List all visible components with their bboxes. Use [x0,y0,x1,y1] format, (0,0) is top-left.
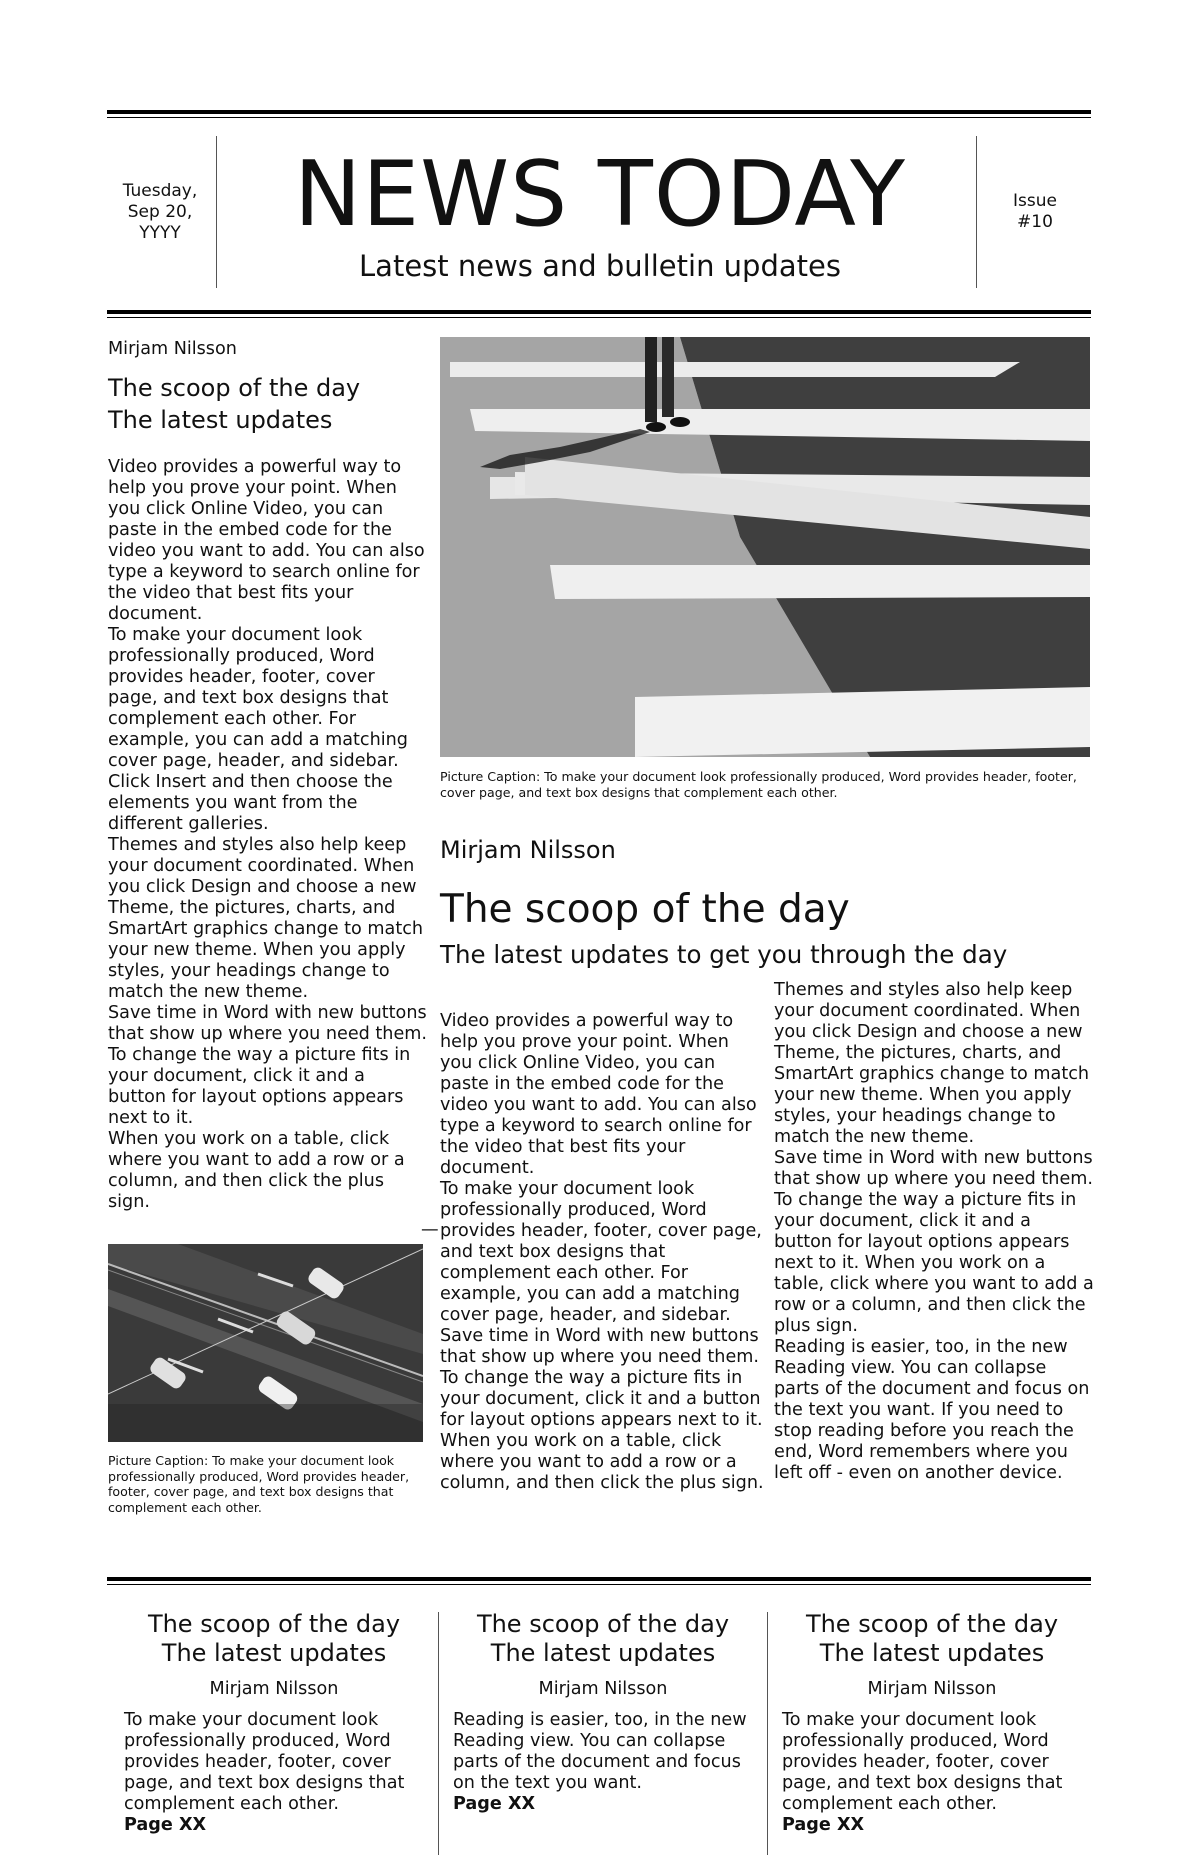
bottom-section-rule [107,1577,1091,1585]
teaser-subheadline: The latest updates [819,1639,1045,1667]
paragraph: To make your document look professionally produced, Word provides header, footer, cover page, and text box designs that complement each other. For example, you can add a matching cover page, header, and sidebar. Click Insert and then choose the elements you want from the different galleries. [108,625,408,834]
bottom-teaser-1 [124,1610,424,1836]
left-article-body [108,457,428,1213]
teaser-page-link[interactable]: Page XX [453,1794,536,1814]
bottom-teaser-2 [453,1610,753,1815]
top-rule [107,110,1091,118]
teaser-subheadline: The latest updates [490,1639,716,1667]
teaser-headline: The scoop of the day [805,1610,1059,1638]
left-article-headline: The scoop of the day [108,374,361,402]
teaser-text: To make your document look professionally produced, Word provides header, footer, cover page, and text box designs that complement each other. [124,1710,405,1814]
teaser-page-link[interactable]: Page XX [782,1815,865,1835]
teaser-text: Reading is easier, too, in the new Reading view. You can collapse parts of the document and focus on the text you want. [453,1710,747,1793]
issue-date: Tuesday, Sep 20, YYYY [122,181,198,243]
paragraph: Video provides a powerful way to help you prove your point. When you click Online Video, you can paste in the embed code for the video you want to add. You can also type a keyword to search online for the video that best fits your document. [440,1011,757,1178]
teaser-author: Mirjam Nilsson [867,1679,997,1699]
main-article-subheadline: The latest updates to get you through the day [440,940,1008,969]
newspaper-title: NEWS TODAY [293,142,906,247]
paragraph: Save time in Word with new buttons that show up where you need them. To change the way a picture fits in your document, click it and a button for layout options appears next to it. When you work on a table, click where you want to add a row or a column, and then click the plus sign. [774,1148,1094,1336]
paragraph: Save time in Word with new buttons that show up where you need them. To change the way a picture fits in your document, click it and a button for layout options appears next to it. [108,1003,428,1128]
column-dash: — [421,1220,439,1240]
bottom-divider-1 [438,1612,439,1855]
teaser-author: Mirjam Nilsson [538,1679,668,1699]
masthead-divider-right [976,136,977,288]
main-article-author: Mirjam Nilsson [440,836,616,864]
crosswalk-photo [440,337,1090,757]
bottom-teaser-3 [782,1610,1082,1836]
left-article-author: Mirjam Nilsson [108,339,237,359]
paragraph: To make your document look professionally produced, Word provides header, footer, cover page, and text box designs that complement each other. For example, you can add a matching cover page, header, and sidebar. Save time in Word with new buttons that show up where you need them. To change the way a picture fits in your document, click it and a button for layout options appears next to it. When you work on a table, click where you want to add a row or a column, and then click the plus sign. [440,1179,764,1493]
main-photo-caption: Picture Caption: To make your document look professionally produced, Word provides header, footer, cover page, and text box designs that complement each other. [440,769,1077,800]
teaser-text: To make your document look professionally produced, Word provides header, footer, cover page, and text box designs that complement each other. [782,1710,1063,1814]
teaser-author: Mirjam Nilsson [209,1679,339,1699]
left-article-subheadline: The latest updates [108,406,333,434]
main-article-headline: The scoop of the day [440,887,850,932]
newspaper-subtitle: Latest news and bulletin updates [359,249,841,283]
teaser-headline: The scoop of the day [476,1610,730,1638]
left-photo-caption: Picture Caption: To make your document look professionally produced, Word provides header, footer, cover page, and text box designs that complement each other. [108,1453,410,1515]
teaser-subheadline: The latest updates [161,1639,387,1667]
masthead-divider-left [216,136,217,288]
issue-number: Issue #10 [1013,191,1057,232]
highway-cars-photo [108,1244,423,1442]
teaser-headline: The scoop of the day [147,1610,401,1638]
main-article-column-2 [774,980,1094,1484]
masthead-bottom-rule [107,310,1091,318]
main-article-column-1 [440,1011,765,1494]
paragraph: When you work on a table, click where you want to add a row or a column, and then click the plus sign. [108,1129,405,1212]
paragraph: Reading is easier, too, in the new Reading view. You can collapse parts of the document and focus on the text you want. If you need to stop reading before you reach the end, Word remembers where you left off - even on another device. [774,1337,1090,1483]
paragraph: Video provides a powerful way to help you prove your point. When you click Online Video, you can paste in the embed code for the video you want to add. You can also type a keyword to search online for the video that best fits your document. [108,457,425,624]
teaser-page-link[interactable]: Page XX [124,1815,207,1835]
bottom-divider-2 [767,1612,768,1855]
paragraph: Themes and styles also help keep your document coordinated. When you click Design and choose a new Theme, the pictures, charts, and SmartArt graphics change to match your new theme. When you apply styles, your headings change to match the new theme. [774,980,1090,1147]
paragraph: Themes and styles also help keep your document coordinated. When you click Design and choose a new Theme, the pictures, charts, and SmartArt graphics change to match your new theme. When you apply styles, your headings change to match the new theme. [108,835,424,1002]
